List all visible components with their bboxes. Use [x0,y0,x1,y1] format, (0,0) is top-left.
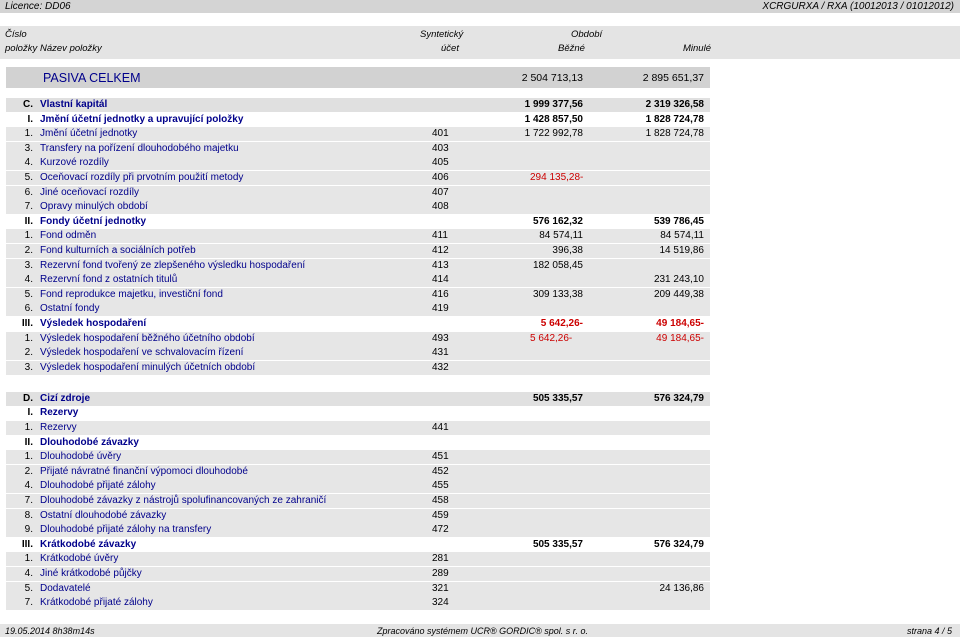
row-number: III. [21,318,33,329]
row-account: 403 [432,142,449,154]
row-account: 455 [432,480,449,492]
row-number: C. [23,99,33,110]
table-row [6,567,710,581]
table-row [6,421,710,435]
row-name: Opravy minulých období [40,201,148,213]
row-name: Výsledek hospodaření [40,318,147,329]
row-minule: 49 184,65- [656,318,704,329]
row-name: Výsledek hospodaření běžného účetního období [40,332,255,344]
row-minule: 84 574,11 [660,230,704,242]
row-name: Výsledek hospodaření minulých účetních období [40,361,256,373]
row-account: 405 [432,157,449,169]
row-bezne: 294 135,28- [530,172,584,183]
row-number: I. [27,113,33,125]
row-name: Fond reprodukce majetku, investiční fond [40,288,223,300]
row-number: D. [23,392,33,404]
table-row [6,113,710,127]
row-number: 5. [24,582,33,594]
row-name: Fondy účetní jednotky [40,215,147,227]
row-name: Dlouhodobé závazky [40,436,139,448]
row-number: 2. [24,465,33,477]
row-account: 493 [432,332,449,344]
table-row [6,346,710,360]
row-name: Fond odměn [40,230,97,242]
table-row [6,142,710,156]
row-name: Dlouhodobé úvěry [40,451,122,463]
row-bezne: 5 642,26- [540,318,583,329]
row-number: 4. [24,274,33,286]
row-name: Transfery na pořízení dlouhodobého majetku [40,142,239,154]
row-account: 472 [432,524,449,536]
table-row [6,494,710,508]
row-minule: 576 324,79 [653,538,704,550]
row-account: 419 [432,303,449,315]
header-minule: Minulé [683,43,711,54]
header-nazev: Název položky [40,43,102,54]
report-id: XCRGURXA / RXA (10012013 / 01012012) [762,1,954,12]
pasiva-bezne: 2 504 713,13 [521,72,583,84]
table-row [6,156,710,170]
table-row [6,273,710,287]
row-name: Ostatní dlouhodobé závazky [40,509,167,521]
row-name: Krátkodobé závazky [40,538,137,550]
table-row [6,509,710,523]
table-row [6,450,710,464]
row-minule: 1 828 724,78 [645,113,704,125]
pasiva-total-row [6,67,710,88]
row-number: 3. [24,259,33,271]
table-row [6,523,710,537]
header-synteticky: Syntetický [420,29,464,40]
footer-system: Zpracováno systémem UCR® GORDIC® spol. s r. o. [377,626,588,636]
row-number: 7. [24,201,33,213]
row-number: 3. [24,361,33,373]
row-account: 416 [432,288,449,300]
table-row [6,436,710,450]
row-minule: 231 243,10 [653,274,704,286]
row-bezne: 576 162,32 [532,215,583,227]
row-bezne: 1 999 377,56 [524,99,583,110]
table-row [6,259,710,273]
row-bezne: 505 335,57 [532,538,583,550]
row-number: 5. [24,172,33,183]
row-minule: 49 184,65- [656,332,704,344]
row-bezne: 505 335,57 [532,392,583,404]
row-account: 321 [432,582,449,594]
table-row [6,98,710,112]
row-number: III. [21,538,33,550]
row-name: Vlastní kapitál [40,99,108,110]
row-number: 8. [24,509,33,521]
footer-timestamp: 19.05.2014 8h38m14s [5,626,95,636]
row-name: Rezervy [40,422,77,433]
header-cislo: Číslo [5,29,27,40]
row-account: 281 [432,553,449,565]
row-name: Dlouhodobé přijaté zálohy na transfery [40,524,212,536]
table-row [6,582,710,596]
row-account: 458 [432,495,449,506]
row-account: 406 [432,172,449,183]
row-bezne: 396,38 [552,245,583,256]
license-bar [0,0,960,13]
row-bezne: 5 642,26- [530,332,573,344]
table-row [6,596,710,610]
table-row [6,465,710,479]
license-label: Licence: DD06 [5,1,71,12]
row-name: Fond kulturních a sociálních potřeb [40,245,196,256]
footer-page: strana 4 / 5 [906,626,952,636]
row-name: Kurzové rozdíly [40,157,109,169]
row-name: Krátkodobé přijaté zálohy [40,597,153,609]
row-number: 1. [24,553,33,565]
row-name: Cizí zdroje [40,392,91,404]
row-name: Rezervní fond z ostatních titulů [40,274,178,286]
row-account: 401 [432,128,449,140]
row-number: 1. [24,451,33,463]
row-name: Jiné oceňovací rozdíly [40,186,139,198]
table-row [6,229,710,243]
table-row [6,479,710,493]
row-number: 1. [24,332,33,344]
table-row [6,215,710,229]
row-name: Jmění účetní jednotky [40,128,138,140]
row-name: Jmění účetní jednotky a upravující položky [40,113,244,125]
row-account: 441 [432,422,449,433]
row-number: 1. [24,422,33,433]
table-row [6,171,710,185]
row-account: 289 [432,568,449,579]
row-number: 5. [24,288,33,300]
row-bezne: 182 058,45 [532,259,583,271]
row-number: II. [24,436,33,448]
header-obdobi: Období [571,29,603,40]
row-number: 3. [24,142,33,154]
row-account: 413 [432,259,449,271]
row-account: 431 [432,347,449,359]
row-number: 4. [24,157,33,169]
row-account: 452 [432,465,449,477]
row-number: 6. [24,303,33,315]
table-row [6,127,710,141]
header-bezne: Běžné [558,43,585,54]
row-number: 4. [24,568,33,579]
table-row [6,186,710,200]
row-account: 432 [432,361,449,373]
table-row [6,332,710,346]
row-minule: 576 324,79 [653,392,704,404]
row-name: Ostatní fondy [40,303,100,315]
row-name: Přijaté návratné finanční výpomoci dlouhodobé [40,465,248,477]
row-name: Dodavatelé [40,582,91,594]
table-row [6,406,710,420]
row-number: 2. [24,245,33,256]
row-name: Dlouhodobé závazky z nástrojů spolufinancovaných ze zahraničí [40,495,327,506]
row-minule: 539 786,45 [653,215,704,227]
header-polozky: položky [5,43,38,54]
row-minule: 2 319 326,58 [645,99,704,110]
row-bezne: 84 574,11 [539,230,583,242]
row-minule: 24 136,86 [659,582,704,594]
table-row [6,317,710,331]
row-name: Oceňovací rozdíly při prvotním použití metody [40,172,244,183]
row-number: I. [27,407,33,419]
row-number: 4. [24,480,33,492]
row-name: Jiné krátkodobé půjčky [40,568,142,579]
row-minule: 14 519,86 [659,245,704,256]
pasiva-minule: 2 895 651,37 [642,72,704,84]
table-row [6,538,710,552]
row-minule: 1 828 724,78 [645,128,704,140]
row-number: 9. [24,524,33,536]
row-account: 412 [432,245,449,256]
row-account: 451 [432,451,449,463]
header-ucet: účet [441,43,459,54]
row-number: 7. [24,597,33,609]
row-number: 7. [24,495,33,506]
table-row [6,552,710,566]
row-number: 1. [24,128,33,140]
table-row [6,288,710,302]
row-name: Dlouhodobé přijaté zálohy [40,480,156,492]
row-bezne: 309 133,38 [532,288,583,300]
row-bezne: 1 428 857,50 [524,113,583,125]
table-row [6,200,710,214]
pasiva-label: PASIVA CELKEM [43,71,141,85]
row-account: 407 [432,186,449,198]
table-row [6,244,710,258]
row-name: Rezervní fond tvořený ze zlepšeného výsledku hospodaření [40,259,306,271]
table-row [6,302,710,316]
row-account: 411 [432,230,448,242]
row-number: II. [24,215,33,227]
row-number: 2. [24,347,33,359]
row-name: Rezervy [40,407,79,419]
row-account: 414 [432,274,449,286]
row-name: Výsledek hospodaření ve schvalovacím řízení [40,347,244,359]
row-number: 1. [24,230,33,242]
row-name: Krátkodobé úvěry [40,553,119,565]
row-account: 459 [432,509,449,521]
row-number: 6. [24,186,33,198]
row-minule: 209 449,38 [653,288,704,300]
row-account: 408 [432,201,449,213]
row-account: 324 [432,597,449,609]
table-row [6,392,710,406]
column-header [0,26,960,59]
page-footer [0,624,960,637]
table-row [6,361,710,375]
row-bezne: 1 722 992,78 [524,128,583,140]
